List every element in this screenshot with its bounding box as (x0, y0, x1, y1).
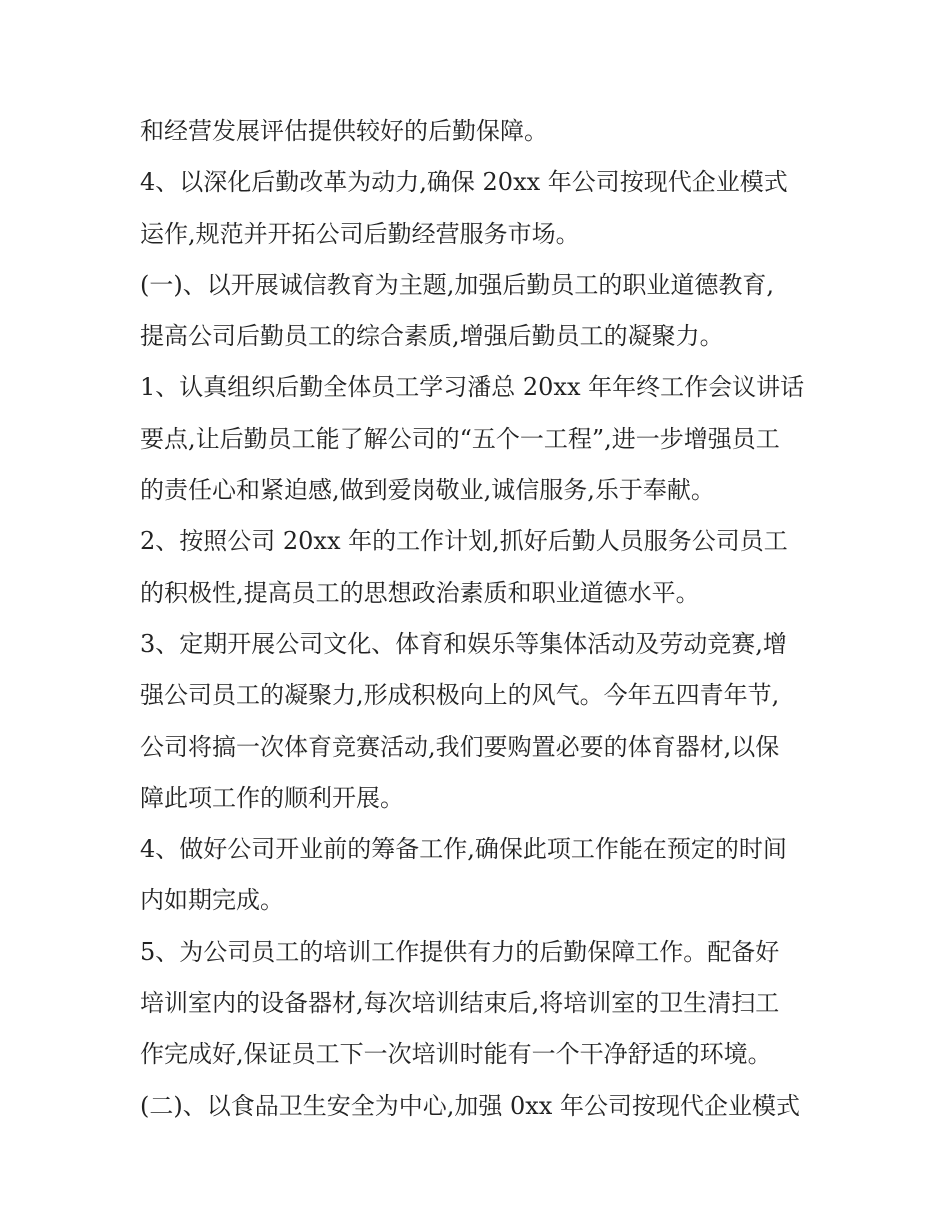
text-line: 的责任心和紧迫感,做到爱岗敬业,诚信服务,乐于奉献。 (140, 476, 715, 505)
text-line: 1、认真组织后勤全体员工学习潘总 20xx 年年终工作会议讲话 (140, 373, 805, 402)
text-line: 2、按照公司 20xx 年的工作计划,抓好后勤人员服务公司员工 (140, 527, 788, 556)
text-line: 强公司员工的凝聚力,形成积极向上的风气。今年五四青年节, (140, 681, 780, 710)
text-line: 提高公司后勤员工的综合素质,增强后勤员工的凝聚力。 (140, 322, 724, 351)
text-line: 要点,让后勤员工能了解公司的“五个一工程”,进一步增强员工 (140, 424, 780, 453)
text-line: 作完成好,保证员工下一次培训时能有一个干净舒适的环境。 (140, 1040, 772, 1069)
text-line: 4、做好公司开业前的筹备工作,确保此项工作能在预定的时间 (140, 835, 787, 864)
text-line: 公司将搞一次体育竞赛活动,我们要购置必要的体育器材,以保 (140, 732, 780, 761)
document-body (140, 106, 820, 1132)
text-line: (一)、以开展诚信教育为主题,加强后勤员工的职业道德教育, (140, 270, 774, 299)
text-line: 障此项工作的顺利开展。 (140, 783, 404, 812)
text-line: 的积极性,提高员工的思想政治素质和职业道德水平。 (140, 578, 700, 607)
text-line: 4、以深化后勤改革为动力,确保 20xx 年公司按现代企业模式 (140, 168, 788, 197)
text-line: 5、为公司员工的培训工作提供有力的后勤保障工作。配备好 (140, 937, 780, 966)
text-line: 运作,规范并开拓公司后勤经营服务市场。 (140, 219, 580, 248)
text-line: 3、定期开展公司文化、体育和娱乐等集体活动及劳动竞赛,增 (140, 629, 787, 658)
text-line: 内如期完成。 (140, 886, 284, 915)
text-line: (二)、以食品卫生安全为中心,加强 0xx 年公司按现代企业模式 (140, 1091, 800, 1120)
text-line: 和经营发展评估提供较好的后勤保障。 (140, 117, 548, 145)
text-line: 培训室内的设备器材,每次培训结束后,将培训室的卫生清扫工 (140, 989, 780, 1018)
